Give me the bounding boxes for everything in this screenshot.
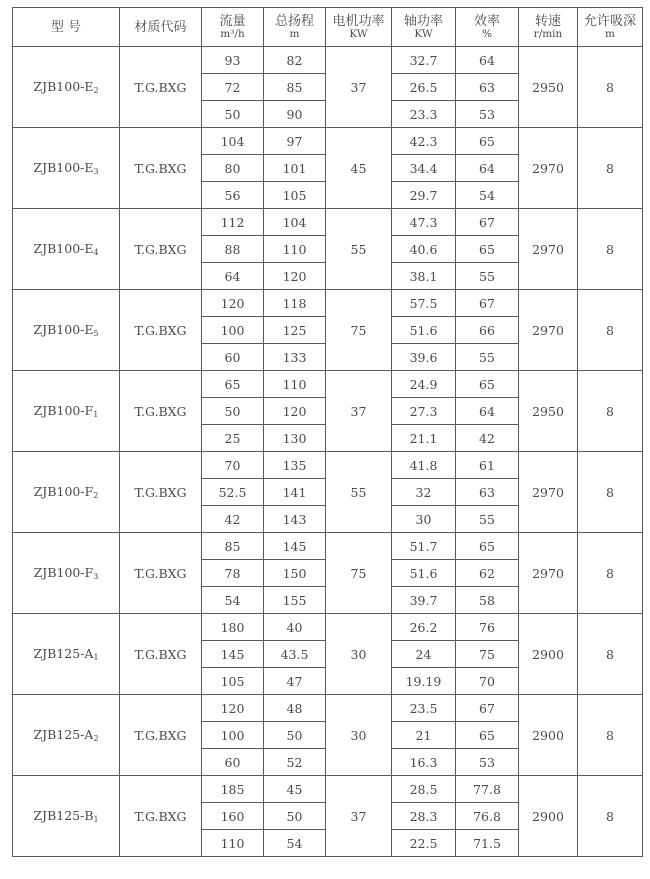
- shaft-power-cell: 22.5: [392, 830, 456, 857]
- efficiency-cell: 75: [456, 641, 519, 668]
- flow-cell: 60: [202, 749, 264, 776]
- shaft-power-cell: 32.7: [392, 47, 456, 74]
- shaft-power-cell: 26.5: [392, 74, 456, 101]
- model-name: ZJB100-F: [33, 565, 94, 580]
- speed-cell: 2900: [519, 776, 578, 857]
- model-name: ZJB100-E: [33, 160, 94, 175]
- model-subscript: 1: [93, 653, 99, 662]
- flow-cell: 70: [202, 452, 264, 479]
- flow-cell: 50: [202, 398, 264, 425]
- efficiency-cell: 65: [456, 722, 519, 749]
- efficiency-cell: 67: [456, 695, 519, 722]
- head-cell: 155: [264, 587, 326, 614]
- speed-cell: 2970: [519, 533, 578, 614]
- speed-cell: 2970: [519, 209, 578, 290]
- column-header: [578, 8, 643, 47]
- pump-spec-table: [12, 7, 643, 857]
- suction-depth-cell: 8: [578, 371, 643, 452]
- model-cell: [13, 128, 120, 209]
- flow-cell: 180: [202, 614, 264, 641]
- flow-cell: 60: [202, 344, 264, 371]
- shaft-power-cell: 32: [392, 479, 456, 506]
- column-header: [264, 8, 326, 47]
- shaft-power-cell: 29.7: [392, 182, 456, 209]
- flow-cell: 25: [202, 425, 264, 452]
- flow-cell: 160: [202, 803, 264, 830]
- motor-power-cell: 75: [326, 533, 392, 614]
- flow-cell: 85: [202, 533, 264, 560]
- efficiency-cell: 42: [456, 425, 519, 452]
- motor-power-cell: 55: [326, 452, 392, 533]
- flow-cell: 120: [202, 290, 264, 317]
- flow-cell: 54: [202, 587, 264, 614]
- efficiency-cell: 54: [456, 182, 519, 209]
- material-code-cell: T.G.BXG: [120, 290, 202, 371]
- column-header-name: 材质代码: [134, 19, 187, 35]
- model-cell: [13, 695, 120, 776]
- speed-cell: 2970: [519, 452, 578, 533]
- head-cell: 47: [264, 668, 326, 695]
- model-cell: [13, 371, 120, 452]
- suction-depth-cell: 8: [578, 452, 643, 533]
- column-header-unit: r/min: [533, 27, 563, 40]
- model-subscript: 1: [93, 815, 99, 824]
- model-name: ZJB125-A: [33, 646, 94, 661]
- head-cell: 130: [264, 425, 326, 452]
- table-row: [13, 452, 643, 479]
- material-code-cell: T.G.BXG: [120, 371, 202, 452]
- material-code-cell: T.G.BXG: [120, 128, 202, 209]
- table-row: [13, 776, 643, 803]
- model-cell: [13, 452, 120, 533]
- head-cell: 50: [264, 722, 326, 749]
- efficiency-cell: 76.8: [456, 803, 519, 830]
- efficiency-cell: 63: [456, 479, 519, 506]
- model-cell: [13, 614, 120, 695]
- head-cell: 48: [264, 695, 326, 722]
- flow-cell: 185: [202, 776, 264, 803]
- head-cell: 50: [264, 803, 326, 830]
- flow-cell: 110: [202, 830, 264, 857]
- motor-power-cell: 30: [326, 695, 392, 776]
- shaft-power-cell: 51.6: [392, 560, 456, 587]
- efficiency-cell: 53: [456, 101, 519, 128]
- model-name: ZJB100-E: [33, 241, 94, 256]
- head-cell: 82: [264, 47, 326, 74]
- material-code-cell: T.G.BXG: [120, 614, 202, 695]
- flow-cell: 100: [202, 722, 264, 749]
- shaft-power-cell: 34.4: [392, 155, 456, 182]
- material-code-cell: T.G.BXG: [120, 533, 202, 614]
- flow-cell: 42: [202, 506, 264, 533]
- material-code-cell: T.G.BXG: [120, 776, 202, 857]
- efficiency-cell: 55: [456, 344, 519, 371]
- efficiency-cell: 53: [456, 749, 519, 776]
- head-cell: 45: [264, 776, 326, 803]
- shaft-power-cell: 41.8: [392, 452, 456, 479]
- shaft-power-cell: 19.19: [392, 668, 456, 695]
- head-cell: 145: [264, 533, 326, 560]
- shaft-power-cell: 38.1: [392, 263, 456, 290]
- speed-cell: 2950: [519, 371, 578, 452]
- column-header: [120, 8, 202, 47]
- material-code-cell: T.G.BXG: [120, 452, 202, 533]
- shaft-power-cell: 26.2: [392, 614, 456, 641]
- column-header-name: 型 号: [50, 19, 82, 35]
- shaft-power-cell: 24.9: [392, 371, 456, 398]
- head-cell: 43.5: [264, 641, 326, 668]
- flow-cell: 65: [202, 371, 264, 398]
- suction-depth-cell: 8: [578, 614, 643, 695]
- efficiency-cell: 77.8: [456, 776, 519, 803]
- head-cell: 101: [264, 155, 326, 182]
- efficiency-cell: 65: [456, 128, 519, 155]
- flow-cell: 93: [202, 47, 264, 74]
- shaft-power-cell: 40.6: [392, 236, 456, 263]
- table-row: [13, 47, 643, 74]
- shaft-power-cell: 21.1: [392, 425, 456, 452]
- efficiency-cell: 64: [456, 47, 519, 74]
- column-header-unit: %: [482, 27, 492, 40]
- model-name: ZJB100-F: [33, 403, 94, 418]
- shaft-power-cell: 28.3: [392, 803, 456, 830]
- head-cell: 135: [264, 452, 326, 479]
- flow-cell: 112: [202, 209, 264, 236]
- header-row: [13, 8, 643, 47]
- motor-power-cell: 75: [326, 290, 392, 371]
- efficiency-cell: 66: [456, 317, 519, 344]
- column-header-name: 效率: [473, 13, 500, 29]
- column-header: [326, 8, 392, 47]
- shaft-power-cell: 51.6: [392, 317, 456, 344]
- efficiency-cell: 71.5: [456, 830, 519, 857]
- model-name: ZJB100-E: [33, 322, 94, 337]
- head-cell: 97: [264, 128, 326, 155]
- head-cell: 90: [264, 101, 326, 128]
- motor-power-cell: 45: [326, 128, 392, 209]
- suction-depth-cell: 8: [578, 47, 643, 128]
- motor-power-cell: 37: [326, 371, 392, 452]
- head-cell: 120: [264, 398, 326, 425]
- head-cell: 110: [264, 236, 326, 263]
- flow-cell: 64: [202, 263, 264, 290]
- model-cell: [13, 209, 120, 290]
- efficiency-cell: 65: [456, 371, 519, 398]
- head-cell: 120: [264, 263, 326, 290]
- shaft-power-cell: 28.5: [392, 776, 456, 803]
- column-header-unit: m: [605, 27, 615, 40]
- flow-cell: 104: [202, 128, 264, 155]
- head-cell: 85: [264, 74, 326, 101]
- column-header-name: 流量: [219, 13, 246, 29]
- model-name: ZJB100-E: [33, 79, 94, 94]
- table-row: [13, 290, 643, 317]
- suction-depth-cell: 8: [578, 533, 643, 614]
- shaft-power-cell: 42.3: [392, 128, 456, 155]
- model-subscript: 3: [93, 572, 99, 581]
- column-header-unit: m³/h: [220, 27, 245, 40]
- shaft-power-cell: 39.6: [392, 344, 456, 371]
- column-header-unit: KW: [414, 27, 433, 40]
- shaft-power-cell: 27.3: [392, 398, 456, 425]
- efficiency-cell: 67: [456, 290, 519, 317]
- head-cell: 54: [264, 830, 326, 857]
- model-subscript: 4: [93, 248, 99, 257]
- efficiency-cell: 55: [456, 263, 519, 290]
- column-header-name: 电机功率: [332, 13, 385, 29]
- model-cell: [13, 47, 120, 128]
- suction-depth-cell: 8: [578, 290, 643, 371]
- shaft-power-cell: 23.5: [392, 695, 456, 722]
- model-cell: [13, 533, 120, 614]
- flow-cell: 105: [202, 668, 264, 695]
- table-body: [13, 47, 643, 857]
- flow-cell: 88: [202, 236, 264, 263]
- flow-cell: 56: [202, 182, 264, 209]
- efficiency-cell: 67: [456, 209, 519, 236]
- speed-cell: 2900: [519, 695, 578, 776]
- table-header: [13, 8, 643, 47]
- shaft-power-cell: 24: [392, 641, 456, 668]
- head-cell: 52: [264, 749, 326, 776]
- suction-depth-cell: 8: [578, 695, 643, 776]
- head-cell: 40: [264, 614, 326, 641]
- model-cell: [13, 776, 120, 857]
- column-header-unit: KW: [349, 27, 368, 40]
- shaft-power-cell: 57.5: [392, 290, 456, 317]
- model-subscript: 2: [93, 491, 99, 500]
- column-header-name: 转速: [534, 13, 561, 29]
- material-code-cell: T.G.BXG: [120, 209, 202, 290]
- model-cell: [13, 290, 120, 371]
- column-header-name: 允许吸深: [583, 13, 636, 29]
- material-code-cell: T.G.BXG: [120, 695, 202, 776]
- model-name: ZJB125-B: [33, 808, 94, 823]
- efficiency-cell: 65: [456, 236, 519, 263]
- efficiency-cell: 76: [456, 614, 519, 641]
- head-cell: 150: [264, 560, 326, 587]
- speed-cell: 2950: [519, 47, 578, 128]
- flow-cell: 78: [202, 560, 264, 587]
- head-cell: 105: [264, 182, 326, 209]
- table-row: [13, 695, 643, 722]
- head-cell: 125: [264, 317, 326, 344]
- table-row: [13, 128, 643, 155]
- suction-depth-cell: 8: [578, 128, 643, 209]
- motor-power-cell: 30: [326, 614, 392, 695]
- motor-power-cell: 37: [326, 47, 392, 128]
- head-cell: 133: [264, 344, 326, 371]
- efficiency-cell: 64: [456, 398, 519, 425]
- material-code-cell: T.G.BXG: [120, 47, 202, 128]
- shaft-power-cell: 51.7: [392, 533, 456, 560]
- column-header: [519, 8, 578, 47]
- column-header-unit: m: [289, 27, 300, 40]
- model-subscript: 2: [93, 734, 99, 743]
- efficiency-cell: 70: [456, 668, 519, 695]
- speed-cell: 2900: [519, 614, 578, 695]
- model-subscript: 3: [93, 167, 99, 176]
- shaft-power-cell: 23.3: [392, 101, 456, 128]
- head-cell: 118: [264, 290, 326, 317]
- model-name: ZJB100-F: [33, 484, 94, 499]
- speed-cell: 2970: [519, 290, 578, 371]
- suction-depth-cell: 8: [578, 209, 643, 290]
- head-cell: 104: [264, 209, 326, 236]
- flow-cell: 50: [202, 101, 264, 128]
- column-header: [392, 8, 456, 47]
- model-name: ZJB125-A: [33, 727, 94, 742]
- flow-cell: 72: [202, 74, 264, 101]
- flow-cell: 145: [202, 641, 264, 668]
- column-header-name: 总扬程: [274, 13, 314, 29]
- efficiency-cell: 55: [456, 506, 519, 533]
- column-header: [13, 8, 120, 47]
- head-cell: 110: [264, 371, 326, 398]
- shaft-power-cell: 39.7: [392, 587, 456, 614]
- column-header: [202, 8, 264, 47]
- suction-depth-cell: 8: [578, 776, 643, 857]
- efficiency-cell: 65: [456, 533, 519, 560]
- flow-cell: 120: [202, 695, 264, 722]
- flow-cell: 52.5: [202, 479, 264, 506]
- shaft-power-cell: 47.3: [392, 209, 456, 236]
- column-header-name: 轴功率: [403, 13, 443, 29]
- flow-cell: 80: [202, 155, 264, 182]
- efficiency-cell: 58: [456, 587, 519, 614]
- table-row: [13, 209, 643, 236]
- head-cell: 141: [264, 479, 326, 506]
- shaft-power-cell: 16.3: [392, 749, 456, 776]
- table-row: [13, 533, 643, 560]
- shaft-power-cell: 30: [392, 506, 456, 533]
- speed-cell: 2970: [519, 128, 578, 209]
- model-subscript: 2: [93, 86, 99, 95]
- flow-cell: 100: [202, 317, 264, 344]
- model-subscript: 5: [93, 329, 99, 338]
- column-header: [456, 8, 519, 47]
- motor-power-cell: 55: [326, 209, 392, 290]
- efficiency-cell: 61: [456, 452, 519, 479]
- efficiency-cell: 63: [456, 74, 519, 101]
- table-row: [13, 614, 643, 641]
- model-subscript: 1: [93, 410, 99, 419]
- efficiency-cell: 62: [456, 560, 519, 587]
- table-row: [13, 371, 643, 398]
- head-cell: 143: [264, 506, 326, 533]
- efficiency-cell: 64: [456, 155, 519, 182]
- shaft-power-cell: 21: [392, 722, 456, 749]
- motor-power-cell: 37: [326, 776, 392, 857]
